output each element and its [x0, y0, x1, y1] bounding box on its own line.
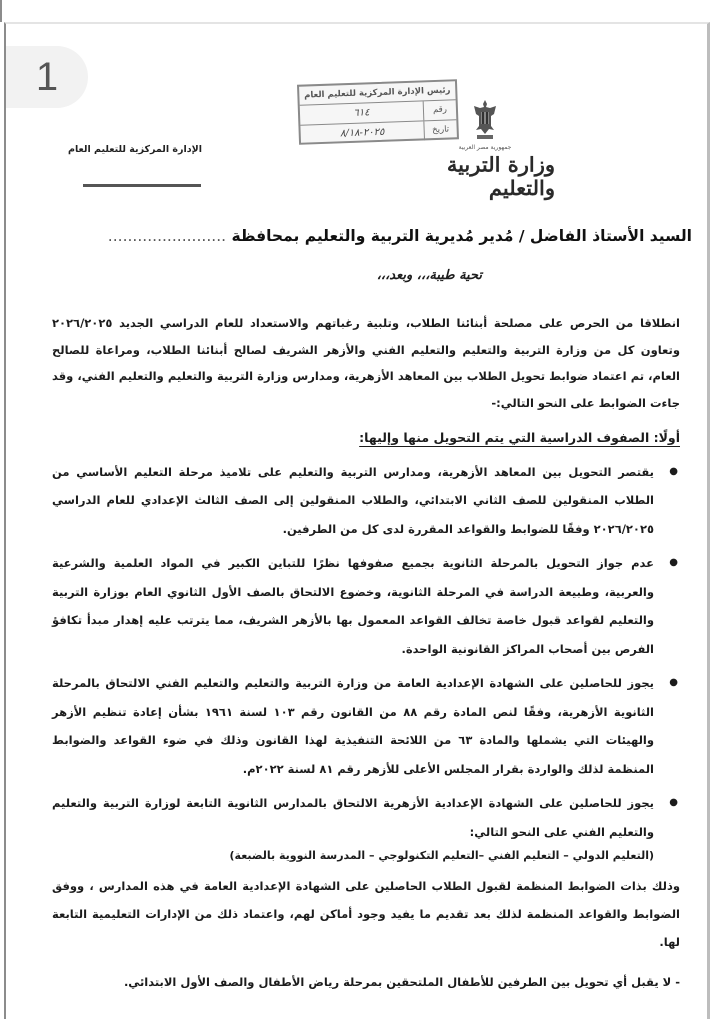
stamp-date-value: ٢٠٢٥-٨/١٨ — [339, 126, 385, 140]
rule-text: يجوز للحاصلين على الشهادة الإعدادية العامة من وزارة التربية والتعليم والتعليم الفني الالتحاق بالمرحلة الثانوية الأزهرية، وفقًا لنص المادة رقم ٨٨ من القانون رقم ١٠٣ لسنة ١٩٦١ بشأن إعادة تنظيم الأزهر والهيئات التي يشملها والمادة ٦٣ من اللائحة التنفيذية لهذا القانون وذلك في ضوء القواعد والضوابط المنظمة لذلك والواردة بقرار المجلس الأعلى للأزهر رقم ٨١ لسنة ٢٠٢٢م. — [52, 676, 655, 776]
greeting: تحية طيبة،،، وبعد،،، — [376, 268, 482, 283]
department-underline — [83, 184, 201, 187]
closing-paragraph: وذلك بذات الضوابط المنظمة لقبول الطلاب الحاصلين على الشهادة الإعدادية العامة في هذه المدارس ، ووفق الضوابط والقواعد المنظمة لذلك بعد تقديم ما يفيد وجود أماكن لهم، واعتماد ذلك من الإدارات التعليمية التابعة لها. — [52, 879, 680, 949]
incoming-stamp — [297, 79, 459, 145]
rule-text: يقتصر التحويل بين المعاهد الأزهرية، ومدارس التربية والتعليم على تلاميذ مرحلة التعليم الأساسي من الطلاب المنقولين للصف الثاني الابتدائي، والطلاب المنقولين إلى الصف الثالث الإعدادي للعام الدراسي ٢٠٢٦/٢٠٢٥ وفقًا للضوابط والقواعد المقررة لدى كل من الطرفين. — [52, 464, 654, 536]
stamp-date-label: تاريخ — [423, 120, 457, 140]
rule-item — [52, 549, 692, 663]
bullet-icon: ● — [669, 797, 678, 808]
stamp-title: رئيس الإدارة المركزية للتعليم العام — [299, 81, 456, 105]
rule-text: يجوز للحاصلين على الشهادة الإعدادية الأزهرية الالتحاق بالمدارس الثانوية التابعة لوزارة التربية والتعليم والتعليم الفني على النحو التالي: — [52, 796, 654, 839]
republic-line: جمهورية مصر العربية — [458, 144, 512, 151]
ministry-name: وزارة التربية والتعليم — [446, 152, 555, 200]
egypt-eagle-emblem-icon — [472, 98, 498, 142]
final-note: - لا يقبل أي تحويل بين الطرفين للأطفال الملتحقين بمرحلة رياض الأطفال والصف الأول الابتدائي. — [123, 974, 680, 989]
school-types: (التعليم الدولي – التعليم الفني –التعليم التكنولوجي – المدرسة النووية بالضبعة) — [229, 849, 654, 862]
intro-paragraph: انطلاقا من الحرص على مصلحة أبنائنا الطلاب، وتلبية رغباتهم والاستعداد للعام الدراسي الجديد ٢٠٢٦/٢٠٢٥ وتعاون كل من وزارة التربية والتعليم والتعليم الفني والأزهر الشريف لصالح أبنائنا الطلاب، ومراعاة للصالح العام، تم اعتماد ضوابط تحويل الطلاب بين المعاهد الأزهرية، ومدارس وزارة التربية والتعليم والتعليم الفني، وقد جاءت الضوابط على النحو التالي:- — [52, 316, 680, 410]
salutation-dots: ........................ — [107, 227, 227, 245]
bullet-icon: ● — [669, 557, 678, 568]
rules-list — [52, 458, 692, 847]
rule-item — [52, 669, 692, 783]
rule-text: عدم جواز التحويل بالمرحلة الثانوية بجميع صفوفها نظرًا للتباين الكبير في المواد العلمية والشرعية والعربية، وطبيعة الدراسة في المرحلة الثانوية، وخضوع الالتحاق بالصف الأول الثانوي العام بوزارة التربية والتعليم لقواعد قبول خاصة تخالف القواعد المعمول بها بالأزهر الشريف، مما يترتب عليه إهدار مبدأ تكافؤ الفرص بين أصحاب المراكز القانونية الواحدة. — [52, 556, 654, 656]
document-body — [52, 222, 692, 996]
viewer-top-strip — [0, 0, 720, 22]
page-number: 1 — [35, 54, 59, 99]
stamp-number-label: رقم — [423, 100, 457, 120]
salutation-text: السيد الأستاذ الفاضل / مُدير مُديرية التربية والتعليم بمحافظة — [231, 227, 692, 245]
stamp-number-value: ٦١٤ — [353, 107, 370, 119]
bullet-icon: ● — [669, 677, 678, 688]
salutation-line — [52, 222, 692, 250]
bullet-icon: ● — [669, 465, 678, 477]
rule-item — [52, 458, 692, 544]
section-heading: أولًا: الصفوف الدراسية التي يتم التحويل منها وإليها: — [359, 429, 680, 445]
page-number-badge — [6, 46, 88, 108]
department-name: الإدارة المركزية للتعليم العام — [68, 144, 202, 155]
rule-item — [52, 789, 692, 846]
